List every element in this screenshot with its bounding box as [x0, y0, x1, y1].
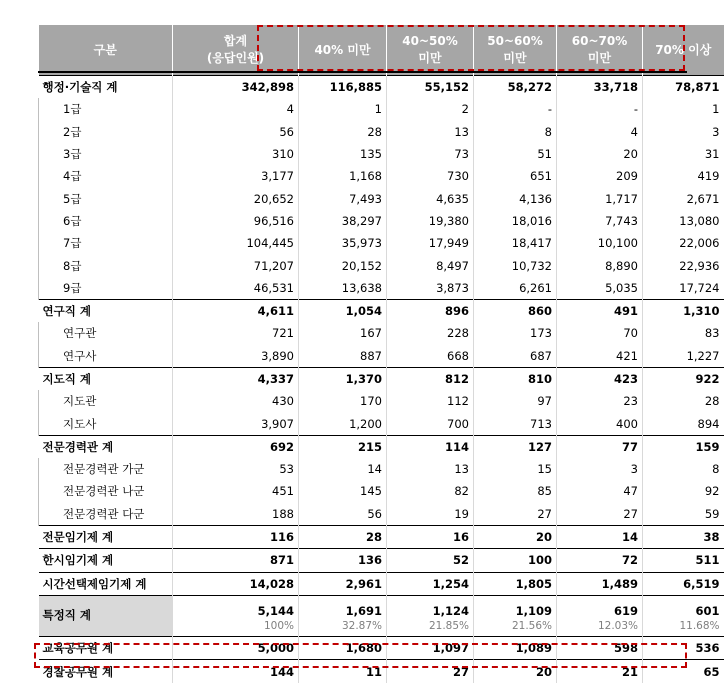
row-value: 15: [474, 458, 557, 480]
row-value: 72: [557, 549, 643, 572]
row-label: 연구사: [39, 345, 173, 368]
row-value: 35,973: [299, 232, 387, 254]
row-value: 167: [299, 322, 387, 344]
row-value: 14,028: [173, 572, 299, 595]
row-value: 3,177: [173, 165, 299, 187]
row-value: 3: [557, 458, 643, 480]
row-value: 27: [474, 503, 557, 526]
row-value: 77: [557, 435, 643, 458]
row-value: 20: [557, 143, 643, 165]
table-row: [39, 299, 724, 322]
table-row: [39, 98, 724, 120]
row-label: 3급: [39, 143, 173, 165]
table-row: [39, 525, 724, 548]
header-total: 합계 (응답인원): [173, 25, 299, 76]
table-row: [39, 254, 724, 276]
row-label: 전문경력관 계: [39, 435, 173, 458]
row-label: 경찰공무원 계: [39, 660, 173, 683]
row-value: 28: [299, 121, 387, 143]
row-label: 4급: [39, 165, 173, 187]
row-value: 65: [643, 660, 724, 683]
row-label: 한시임기제 계: [39, 549, 173, 572]
row-value: 668: [387, 345, 474, 368]
header-over-70: 70% 이상: [643, 25, 724, 76]
row-value: 1,370: [299, 367, 387, 390]
row-label: 특정직 계: [39, 595, 173, 636]
row-value: 8: [712, 462, 720, 477]
table-body: [39, 76, 724, 683]
row-value: 6,261: [474, 277, 557, 300]
row-value: 421: [557, 345, 643, 368]
row-value: 4: [173, 98, 299, 120]
row-label: 7급: [39, 232, 173, 254]
row-value: 127: [474, 435, 557, 458]
row-percent: 21.85%: [387, 620, 474, 637]
row-value: 1,200: [299, 412, 387, 435]
row-value: 116,885: [299, 76, 387, 99]
row-percent: 100%: [173, 620, 299, 637]
row-value: 7,493: [299, 187, 387, 209]
table-row: [39, 277, 724, 300]
row-value: 1: [712, 102, 720, 117]
row-label: 지도직 계: [39, 367, 173, 390]
row-label: 전문경력관 다군: [39, 503, 173, 526]
table-row: [39, 121, 724, 143]
table-row: [39, 572, 724, 595]
row-value: 1,691: [299, 595, 387, 620]
row-value: 28: [299, 525, 387, 548]
row-value: 18,016: [474, 210, 557, 232]
row-value: 1,254: [387, 572, 474, 595]
row-value: 52: [387, 549, 474, 572]
row-value: 46,531: [173, 277, 299, 300]
table-row: [39, 503, 724, 526]
row-value: 5,035: [557, 277, 643, 300]
table-row: [39, 367, 724, 390]
table-row: [39, 458, 724, 480]
row-label: 전문경력관 가군: [39, 458, 173, 480]
row-value: 33,718: [557, 76, 643, 99]
row-value: 1,109: [474, 595, 557, 620]
table-row: [39, 165, 724, 187]
table-row: [39, 322, 724, 344]
row-value: 38: [643, 525, 724, 548]
row-label: 5급: [39, 187, 173, 209]
row-label: 시간선택제임기제 계: [39, 572, 173, 595]
row-value: 13,638: [299, 277, 387, 300]
row-label: 전문경력관 나군: [39, 480, 173, 502]
row-percent: 12.03%: [557, 620, 643, 637]
row-value: 73: [387, 143, 474, 165]
row-value: 310: [173, 143, 299, 165]
row-value: 11: [299, 660, 387, 683]
row-value: 4,611: [173, 299, 299, 322]
row-value: 21: [557, 660, 643, 683]
row-value: 82: [387, 480, 474, 502]
row-value: 700: [387, 412, 474, 435]
row-value: 812: [387, 367, 474, 390]
row-percent: 21.56%: [474, 620, 557, 637]
row-value: 1,680: [299, 637, 387, 660]
header-60-70: 60~70% 미만: [557, 25, 643, 76]
header-50-60: 50~60% 미만: [474, 25, 557, 76]
row-value: 601: [643, 595, 724, 620]
row-value: 430: [173, 390, 299, 412]
row-value: 2,671: [686, 191, 720, 206]
row-value: 511: [643, 549, 724, 572]
row-value: 188: [173, 503, 299, 526]
row-value: 491: [557, 299, 643, 322]
row-value: 3,890: [173, 345, 299, 368]
row-value: 3,907: [173, 412, 299, 435]
row-label: 2급: [39, 121, 173, 143]
row-label: 연구관: [39, 322, 173, 344]
row-label: 8급: [39, 254, 173, 276]
table-row: [39, 143, 724, 165]
row-value: 31: [704, 147, 720, 162]
row-value: 451: [173, 480, 299, 502]
row-value: 22,936: [679, 258, 720, 273]
row-value: 135: [299, 143, 387, 165]
row-value: 3: [712, 124, 720, 139]
row-value: 4,635: [387, 187, 474, 209]
row-value: 100: [474, 549, 557, 572]
row-value: 23: [557, 390, 643, 412]
row-value: 136: [299, 549, 387, 572]
statistics-table: [38, 25, 724, 683]
row-value: 1: [299, 98, 387, 120]
row-value: 619: [557, 595, 643, 620]
table-row: [39, 76, 724, 99]
row-value: 228: [387, 322, 474, 344]
row-value: 114: [387, 435, 474, 458]
row-value: 730: [387, 165, 474, 187]
row-value: 18,417: [474, 232, 557, 254]
table-row: [39, 345, 724, 368]
row-value: 27: [557, 503, 643, 526]
row-value: 38,297: [299, 210, 387, 232]
row-value: 871: [173, 549, 299, 572]
row-value: 8,890: [557, 254, 643, 276]
row-value: 2: [387, 98, 474, 120]
row-value: 85: [474, 480, 557, 502]
row-value: 55,152: [387, 76, 474, 99]
row-value: 400: [557, 412, 643, 435]
row-label: 행정·기술직 계: [39, 76, 173, 99]
row-value: 13: [387, 458, 474, 480]
row-value: 6,519: [643, 572, 724, 595]
row-value: 651: [474, 165, 557, 187]
row-value: 20,152: [299, 254, 387, 276]
row-value: 2,961: [299, 572, 387, 595]
row-value: -: [557, 98, 643, 120]
row-value: 71,207: [173, 254, 299, 276]
table-row: [39, 435, 724, 458]
row-value: 22,006: [679, 236, 720, 251]
header-under-40: 40% 미만: [299, 25, 387, 76]
table-row: [39, 232, 724, 254]
row-value: 687: [474, 345, 557, 368]
row-value: 342,898: [173, 76, 299, 99]
row-value: 860: [474, 299, 557, 322]
row-value: 14: [557, 525, 643, 548]
table-row: [39, 595, 724, 620]
row-value: 7,743: [557, 210, 643, 232]
row-value: 215: [299, 435, 387, 458]
header-40-50: 40~50% 미만: [387, 25, 474, 76]
row-value: 5,144: [173, 595, 299, 620]
row-value: 1,089: [474, 637, 557, 660]
table-header: [39, 25, 724, 76]
row-value: 20: [474, 660, 557, 683]
table-row: [39, 412, 724, 435]
row-value: 144: [173, 660, 299, 683]
row-value: 5,000: [173, 637, 299, 660]
row-value: 209: [557, 165, 643, 187]
row-value: 170: [299, 390, 387, 412]
row-value: 20,652: [173, 187, 299, 209]
row-value: 104,445: [173, 232, 299, 254]
row-value: 16: [387, 525, 474, 548]
table-row: [39, 187, 724, 209]
header-divider: [38, 71, 687, 73]
row-value: 1,124: [387, 595, 474, 620]
row-value: 1,168: [299, 165, 387, 187]
row-value: 10,732: [474, 254, 557, 276]
row-value: 423: [557, 367, 643, 390]
row-value: 598: [557, 637, 643, 660]
row-label: 교육공무원 계: [39, 637, 173, 660]
table-row: [39, 480, 724, 502]
row-value: 47: [557, 480, 643, 502]
row-value: 20: [474, 525, 557, 548]
row-value: 51: [474, 143, 557, 165]
row-value: 97: [474, 390, 557, 412]
row-value: 14: [299, 458, 387, 480]
row-value: 1,805: [474, 572, 557, 595]
row-value: 1,054: [299, 299, 387, 322]
table-row: [39, 210, 724, 232]
row-label: 6급: [39, 210, 173, 232]
row-value: -: [474, 98, 557, 120]
row-label: 전문임기제 계: [39, 525, 173, 548]
row-value: 4: [557, 121, 643, 143]
row-value: 896: [387, 299, 474, 322]
table-row: [39, 549, 724, 572]
row-value: 70: [557, 322, 643, 344]
row-value: 56: [299, 503, 387, 526]
row-label: 지도관: [39, 390, 173, 412]
row-value: 8,497: [387, 254, 474, 276]
row-value: 810: [474, 367, 557, 390]
row-value: 4,136: [474, 187, 557, 209]
row-value: 92: [704, 484, 720, 499]
row-value: 159: [643, 435, 724, 458]
row-value: 28: [704, 394, 720, 409]
header-category: 구분: [39, 25, 173, 76]
row-value: 10,100: [557, 232, 643, 254]
row-value: 713: [474, 412, 557, 435]
row-value: 112: [387, 390, 474, 412]
row-value: 83: [704, 326, 720, 341]
row-value: 922: [643, 367, 724, 390]
row-label: 지도사: [39, 412, 173, 435]
row-value: 3,873: [387, 277, 474, 300]
row-value: 536: [643, 637, 724, 660]
row-label: 연구직 계: [39, 299, 173, 322]
row-value: 19,380: [387, 210, 474, 232]
row-value: 1,227: [686, 348, 720, 363]
row-label: 1급: [39, 98, 173, 120]
row-value: 1,717: [557, 187, 643, 209]
row-percent: 11.68%: [679, 620, 720, 633]
row-value: 692: [173, 435, 299, 458]
row-value: 116: [173, 525, 299, 548]
row-value: 59: [704, 506, 720, 521]
row-value: 145: [299, 480, 387, 502]
row-value: 58,272: [474, 76, 557, 99]
row-value: 887: [299, 345, 387, 368]
row-value: 17,949: [387, 232, 474, 254]
row-value: 721: [173, 322, 299, 344]
row-value: 894: [697, 416, 720, 431]
row-percent: 32.87%: [299, 620, 387, 637]
row-value: 27: [387, 660, 474, 683]
row-value: 17,724: [679, 280, 720, 295]
row-value: 78,871: [643, 76, 724, 99]
row-value: 13: [387, 121, 474, 143]
row-value: 1,097: [387, 637, 474, 660]
table-row: [39, 660, 724, 683]
row-value: 173: [474, 322, 557, 344]
row-value: 13,080: [679, 213, 720, 228]
row-value: 8: [474, 121, 557, 143]
row-value: 4,337: [173, 367, 299, 390]
table-row: [39, 637, 724, 660]
row-value: 1,489: [557, 572, 643, 595]
row-value: 53: [173, 458, 299, 480]
table-row: [39, 390, 724, 412]
row-label: 9급: [39, 277, 173, 300]
row-value: 96,516: [173, 210, 299, 232]
row-value: 1,310: [643, 299, 724, 322]
row-value: 419: [697, 169, 720, 184]
row-value: 56: [173, 121, 299, 143]
row-value: 19: [387, 503, 474, 526]
